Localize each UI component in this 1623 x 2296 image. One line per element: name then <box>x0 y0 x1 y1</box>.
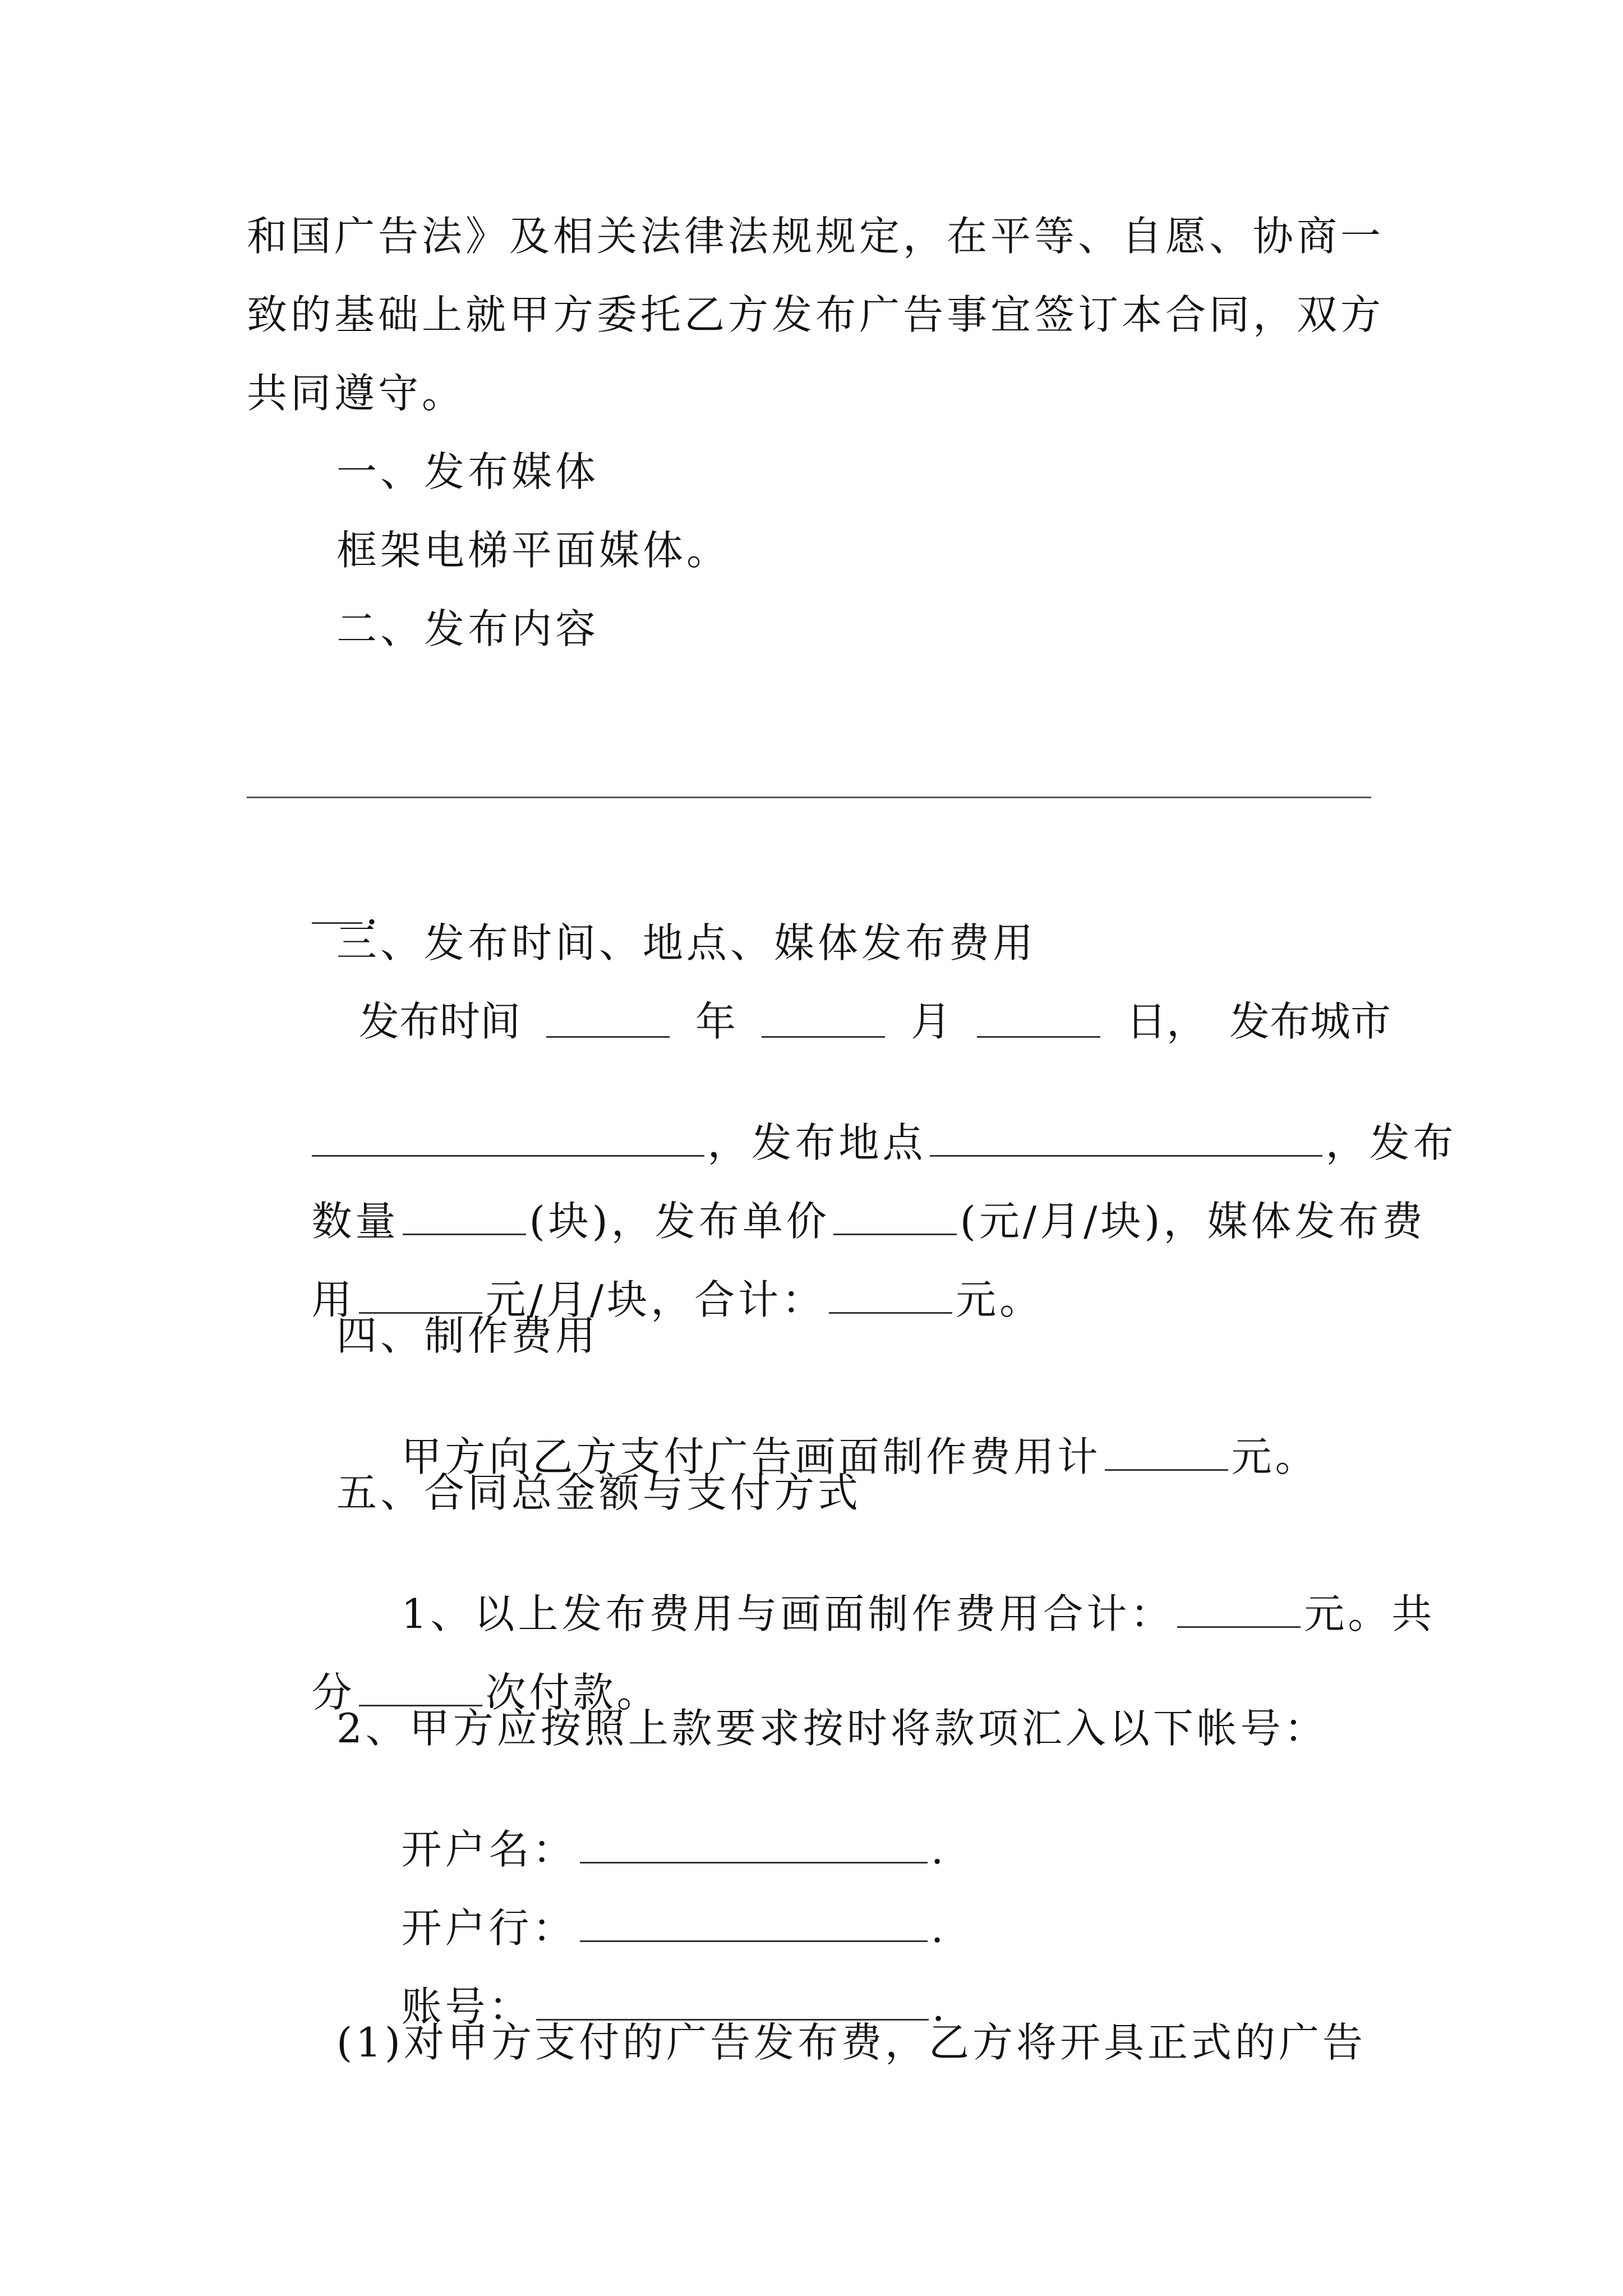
fee-blank <box>359 1277 482 1314</box>
month-blank <box>762 1001 885 1038</box>
intro-line-2: 致的基础上就甲方委托乙方发布广告事宜签订本合同，双方 <box>247 291 1385 338</box>
bank-name-blank <box>580 1906 928 1942</box>
publish-time-label: 发布时间 <box>359 998 521 1045</box>
city-blank <box>312 1120 704 1157</box>
publish-continue-label: ，发布 <box>1325 1119 1457 1166</box>
total-unit: 元。 <box>956 1276 1044 1323</box>
account-number-end: . <box>932 1983 948 2030</box>
production-fee-unit: 元。 <box>1231 1433 1319 1480</box>
intro-line-3: 共同遵守。 <box>247 370 466 417</box>
day-blank <box>977 1001 1100 1038</box>
production-fee-label: 甲方向乙方支付广告画面制作费用计 <box>401 1433 1101 1480</box>
section-3-line-1 <box>359 998 1391 1045</box>
section-3-title: 三、发布时间、地点、媒体发布费用 <box>336 919 1037 967</box>
sum-label: 1、以上发布费用与画面制作费用合计： <box>401 1590 1174 1637</box>
section-2-title: 二、发布内容 <box>336 605 600 652</box>
invoice-clause-line: (1)对甲方支付的广告发布费，乙方将开具正式的广告 <box>336 2019 1366 2066</box>
account-name-blank <box>580 1827 928 1864</box>
installments-blank <box>359 1670 482 1706</box>
content-blank-rule <box>247 797 1371 798</box>
content-blank-period: . <box>365 886 382 933</box>
section-4-title: 四、制作费用 <box>336 1312 600 1359</box>
unit-price-blank <box>833 1199 957 1235</box>
bank-name-end: . <box>930 1904 947 1952</box>
account-name-label: 开户名： <box>401 1826 577 1873</box>
quantity-label: 数量 <box>311 1198 399 1245</box>
bank-name-label: 开户行： <box>401 1904 577 1952</box>
account-name-end: . <box>930 1826 947 1873</box>
account-number-label: 账号： <box>401 1983 533 2030</box>
account-number-blank <box>536 1984 929 2021</box>
installments-prefix: 分 <box>311 1669 356 1716</box>
section-1-title: 一、发布媒体 <box>336 448 600 495</box>
sum-blank <box>1177 1591 1301 1628</box>
year-blank <box>546 1001 670 1038</box>
production-fee-blank <box>1105 1434 1228 1471</box>
section-5-title: 五、合同总金额与支付方式 <box>336 1469 862 1516</box>
section-1-body: 框架电梯平面媒体。 <box>336 527 731 574</box>
fee-label: 用 <box>311 1276 356 1323</box>
publish-location-label: ，发布地点 <box>707 1119 926 1166</box>
installments-label: 元。共 <box>1304 1590 1436 1637</box>
publish-city-label: 发布城市 <box>1229 998 1391 1045</box>
intro-line-1: 和国广告法》及相关法律法规规定，在平等、自愿、协商一 <box>247 213 1385 260</box>
content-blank-short <box>312 887 362 924</box>
location-blank <box>930 1120 1322 1157</box>
unit-price-label: (块)，发布单价 <box>529 1198 830 1245</box>
quantity-blank <box>403 1199 526 1235</box>
total-blank <box>829 1277 952 1314</box>
section-5-item-2: 2、甲方应按照上款要求按时将款项汇入以下帐号： <box>336 1705 1328 1752</box>
month-label: 月 <box>910 998 951 1045</box>
media-fee-label: (元/月/块)，媒体发布费 <box>960 1198 1426 1245</box>
installments-suffix: 次付款。 <box>485 1669 661 1716</box>
day-label: 日， <box>1126 998 1207 1045</box>
year-label: 年 <box>695 998 736 1045</box>
total-label: 元/月/块，合计： <box>485 1276 826 1323</box>
